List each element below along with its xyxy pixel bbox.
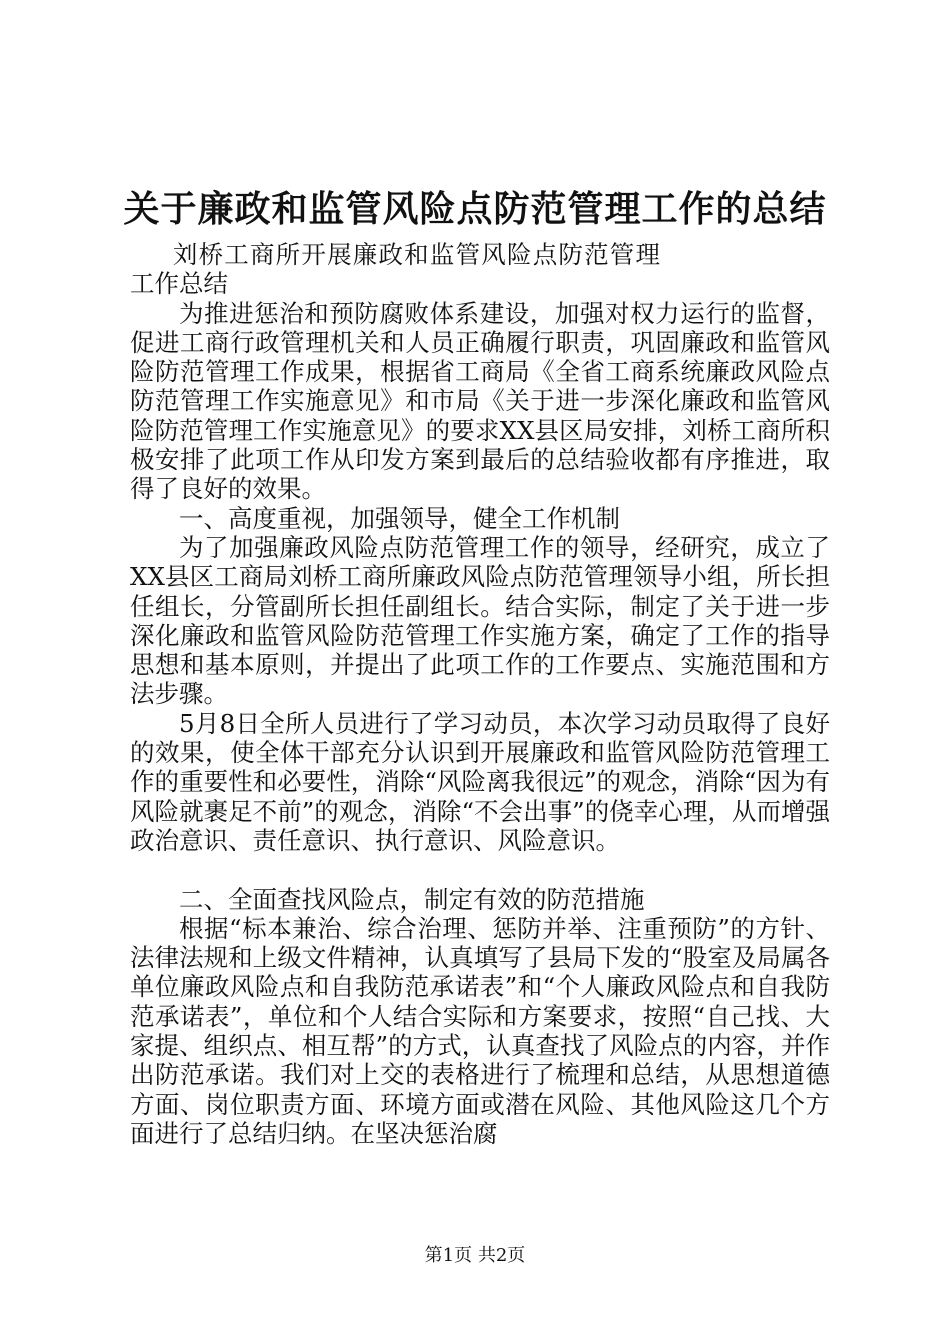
document-subtitle: 刘桥工商所开展廉政和监管风险点防范管理工作总结 [130, 240, 660, 299]
paragraph-section-1-study: 5月8日全所人员进行了学习动员，本次学习动员取得了良好的效果，使全体干部充分认识到开展廉政和监管风险防范管理工作的重要性和必要性，消除“风险离我很远”的观念，消除“因为有风险就裹足不前”的观念，消除“不会出事”的侥幸心理，从而增强政治意识、责任意识、执行意识、风险意识。 [130, 708, 830, 855]
document-title: 关于廉政和监管风险点防范管理工作的总结 [123, 188, 827, 230]
paragraph-section-2: 根据“标本兼治、综合治理、惩防并举、注重预防”的方针、法律法规和上级文件精神，认真填写了县局下发的“股室及局属各单位廉政风险点和自我防范承诺表”和“个人廉政风险点和自我防范承诺表”，单位和个人结合实际和方案要求，按照“自己找、大家提、组织点、相互帮”的方式，认真查找了风险点的内容，并作出防范承诺。我们对上交的表格进行了梳理和总结，从思想道德方面、岗位职责方面、环境方面或潜在风险、其他风险这几个方面进行了总结归纳。在坚决惩治腐 [130, 913, 830, 1148]
document-body [130, 240, 830, 1148]
section-heading-2: 二、全面查找风险点，制定有效的防范措施 [179, 884, 645, 914]
page-number-footer: 第1页 共2页 [424, 1245, 526, 1266]
paragraph-section-1: 为了加强廉政风险点防范管理工作的领导，经研究，成立了XX县区工商局刘桥工商所廉政风险点防范管理领导小组，所长担任组长，分管副所长担任副组长。结合实际，制定了关于进一步深化廉政和监管风险防范管理工作实施方案，确定了工作的指导思想和基本原则，并提出了此项工作的工作要点、实施范围和方法步骤。 [130, 532, 830, 709]
section-heading-1: 一、高度重视，加强领导，健全工作机制 [179, 503, 620, 533]
paragraph-intro: 为推进惩治和预防腐败体系建设，加强对权力运行的监督，促进工商行政管理机关和人员正确履行职责，巩固廉政和监管风险防范管理工作成果，根据省工商局《全省工商系统廉政风险点防范管理工作实施意见》和市局《关于进一步深化廉政和监管风险防范管理工作实施意见》的要求XX县区局安排，刘桥工商所积极安排了此项工作从印发方案到最后的总结验收都有序推进，取得了良好的效果。 [130, 298, 830, 504]
